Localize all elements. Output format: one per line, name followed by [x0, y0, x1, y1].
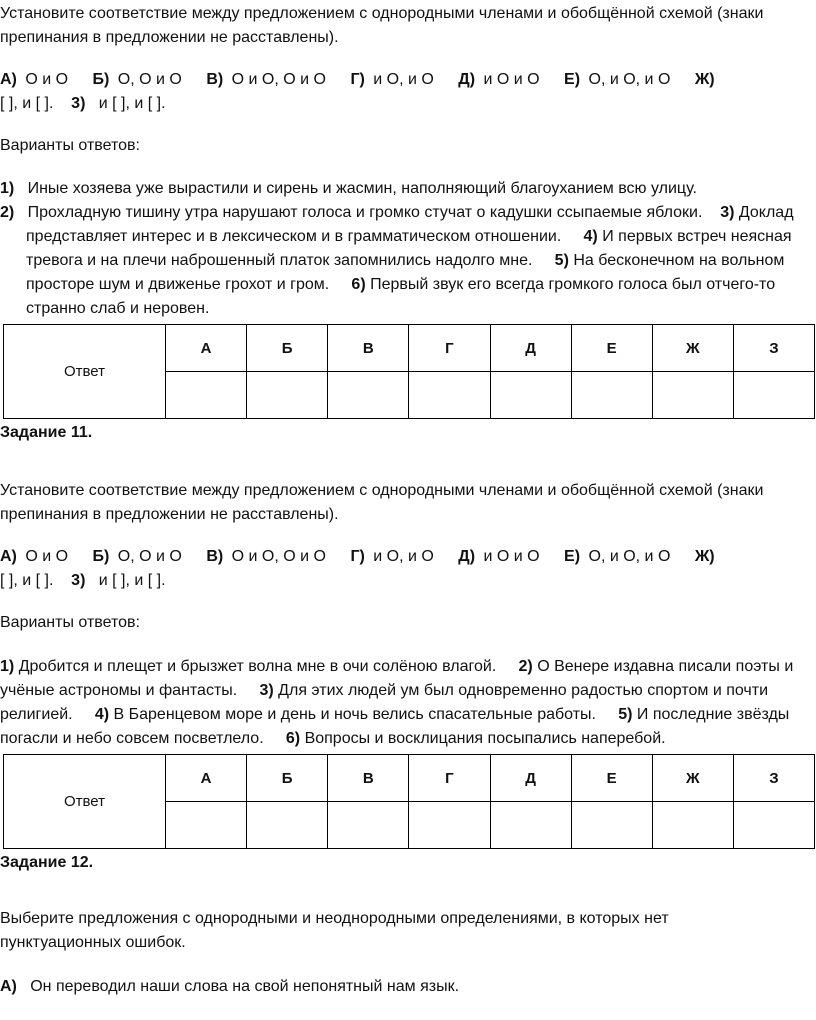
answer-column-header: Е — [571, 325, 652, 372]
answer-column-header: Д — [490, 755, 571, 802]
scheme-text: [ ], и [ ]. — [0, 572, 54, 589]
scheme-text: и [ ], и [ ]. — [98, 95, 166, 112]
answer-column-header: Ж — [652, 325, 733, 372]
answer-table — [3, 754, 815, 849]
schemes-line-2 — [0, 569, 166, 593]
answer-column-header: Ж — [652, 755, 733, 802]
item-number: 2) — [518, 658, 533, 675]
answer-cell[interactable] — [490, 802, 571, 849]
answer-paragraph-line — [0, 727, 666, 751]
answer-cell[interactable] — [409, 802, 490, 849]
scheme-text: О, О и О — [117, 548, 182, 565]
instruction-line: пунктуационных ошибок. — [0, 934, 186, 951]
item-number: 5) — [554, 252, 569, 269]
item-text: просторе шум и движенье грохот и гром. — [26, 276, 330, 293]
item-letter: А) — [0, 978, 17, 995]
scheme-text: О и О, О и О — [231, 548, 326, 565]
answer-cell[interactable] — [166, 802, 247, 849]
scheme-letter: Г) — [350, 71, 365, 88]
scheme-text: и О и О — [483, 548, 540, 565]
scheme-letter: Д) — [458, 71, 476, 88]
scheme-letter: Ж) — [694, 548, 715, 565]
answer-cell[interactable] — [571, 372, 652, 419]
answer-column-header: Г — [409, 325, 490, 372]
instruction-line: препинания в предложении не расставлены). — [0, 29, 339, 46]
item-number: 6) — [351, 276, 366, 293]
instruction-line: Выберите предложения с однородными и неоднородными определениями, в которых нет — [0, 910, 669, 927]
scheme-text: О и О — [25, 548, 69, 565]
answer-cell[interactable] — [490, 372, 571, 419]
scheme-letter: Д) — [458, 548, 476, 565]
answer-cell[interactable] — [652, 802, 733, 849]
answer-paragraph-line: странно слаб и неровен. — [26, 300, 210, 317]
answer-column-header: З — [733, 755, 814, 802]
answer-cell[interactable] — [247, 372, 328, 419]
scheme-letter: А) — [0, 71, 17, 88]
scheme-text: и О, и О — [373, 548, 434, 565]
answer-column-header: В — [328, 755, 409, 802]
item-text: На бесконечном на вольном — [573, 252, 785, 269]
item-number: 6) — [285, 730, 301, 747]
item-number: 1) — [0, 180, 15, 197]
answer-paragraph-line — [26, 225, 792, 249]
scheme-letter: Б) — [92, 71, 110, 88]
item-text: И последние звёзды — [636, 706, 790, 723]
answer-cell[interactable] — [166, 372, 247, 419]
answer-cell[interactable] — [328, 372, 409, 419]
answer-paragraph-line — [26, 273, 775, 297]
answer-cell[interactable] — [733, 372, 814, 419]
answer-table — [3, 324, 815, 419]
scheme-text: и О и О — [483, 71, 540, 88]
item-text: О Венере издавна писали поэты и — [537, 658, 794, 675]
answer-column-header: В — [328, 325, 409, 372]
instruction-line: препинания в предложении не расставлены). — [0, 506, 339, 523]
item-text: Он переводил наши слова на свой непонятный нам язык. — [30, 978, 460, 995]
answer-item — [0, 975, 459, 999]
scheme-text: О и О — [25, 71, 69, 88]
item-number: 2) — [0, 204, 15, 221]
item-text: Доклад — [738, 204, 794, 221]
item-number: 5) — [618, 706, 633, 723]
item-number: 1) — [0, 658, 15, 675]
scheme-letter: Ж) — [694, 71, 715, 88]
answer-column-header: Д — [490, 325, 571, 372]
answer-column-header: А — [166, 755, 247, 802]
answer-item — [0, 177, 697, 201]
answer-cell[interactable] — [652, 372, 733, 419]
answer-column-header: Б — [247, 755, 328, 802]
item-text: Иные хозяева уже вырастили и сирень и жасмин, наполняющий благоуханием всю улицу. — [27, 180, 697, 197]
schemes-line-2 — [0, 92, 166, 116]
answer-column-header: Е — [571, 755, 652, 802]
answer-cell[interactable] — [571, 802, 652, 849]
item-text: Прохладную тишину утра нарушают голоса и громко стучат о кадушки ссыпаемые яблоки. — [27, 204, 703, 221]
scheme-text: О, и О, и О — [588, 71, 671, 88]
item-text: учёные астрономы и фантасты. — [0, 682, 238, 699]
scheme-text: О и О, О и О — [231, 71, 326, 88]
schemes-line — [0, 68, 719, 92]
answer-paragraph-line — [0, 655, 793, 679]
item-text: Для этих людей ум был одновременно радостью спортом и почти — [278, 682, 769, 699]
scheme-number: 3) — [71, 572, 86, 589]
item-text: В Баренцевом море и день и ночь велись спасательные работы. — [113, 706, 596, 723]
scheme-text: О, и О, и О — [588, 548, 671, 565]
instruction-line: Установите соответствие между предложением с однородными членами и обобщённой схемой (знаки — [0, 482, 764, 499]
item-number: 3) — [720, 204, 735, 221]
item-text: Дробится и плещет и брызжет волна мне в очи солёною влагой. — [18, 658, 497, 675]
item-text: Первый звук его всегда громкого голоса был отчего-то — [370, 276, 776, 293]
answer-label: Ответ — [4, 755, 166, 849]
answer-column-header: Б — [247, 325, 328, 372]
scheme-text: и О, и О — [373, 71, 434, 88]
scheme-letter: Е) — [564, 71, 581, 88]
item-number: 3) — [259, 682, 274, 699]
scheme-letter: В) — [206, 71, 224, 88]
variants-title: Варианты ответов: — [0, 614, 140, 631]
item-text: погасли и небо совсем посветлело. — [0, 730, 264, 747]
answer-cell[interactable] — [328, 802, 409, 849]
schemes-line — [0, 545, 719, 569]
task-title: Задание 11. — [0, 424, 93, 441]
item-text: тревога и на плечи наброшенный платок запомнились надолго мне. — [26, 252, 533, 269]
answer-column-header: З — [733, 325, 814, 372]
item-text: Вопросы и восклицания посыпались наперебой. — [304, 730, 666, 747]
answer-cell[interactable] — [409, 372, 490, 419]
answer-cell[interactable] — [247, 802, 328, 849]
scheme-letter: В) — [206, 548, 224, 565]
answer-paragraph-line — [0, 703, 789, 727]
answer-paragraph-line — [0, 201, 794, 225]
scheme-text: О, О и О — [117, 71, 182, 88]
scheme-text: и [ ], и [ ]. — [98, 572, 166, 589]
scheme-number: 3) — [71, 95, 86, 112]
item-number: 4) — [583, 228, 598, 245]
answer-label: Ответ — [4, 325, 166, 419]
scheme-letter: Е) — [564, 548, 581, 565]
item-text: религией. — [0, 706, 73, 723]
answer-cell[interactable] — [733, 802, 814, 849]
task-title: Задание 12. — [0, 854, 94, 871]
scheme-letter: Г) — [350, 548, 365, 565]
answer-paragraph-line — [26, 249, 784, 273]
answer-column-header: Г — [409, 755, 490, 802]
item-number: 4) — [94, 706, 110, 723]
answer-paragraph-line — [0, 679, 768, 703]
item-text: И первых встреч неясная — [602, 228, 792, 245]
variants-title: Варианты ответов: — [0, 137, 140, 154]
item-text: представляет интерес и в лексическом и в грамматическом отношении. — [26, 228, 562, 245]
instruction-line: Установите соответствие между предложением с однородными членами и обобщённой схемой (знаки — [0, 5, 764, 22]
scheme-text: [ ], и [ ]. — [0, 95, 54, 112]
scheme-letter: А) — [0, 548, 17, 565]
scheme-letter: Б) — [92, 548, 110, 565]
answer-column-header: А — [166, 325, 247, 372]
